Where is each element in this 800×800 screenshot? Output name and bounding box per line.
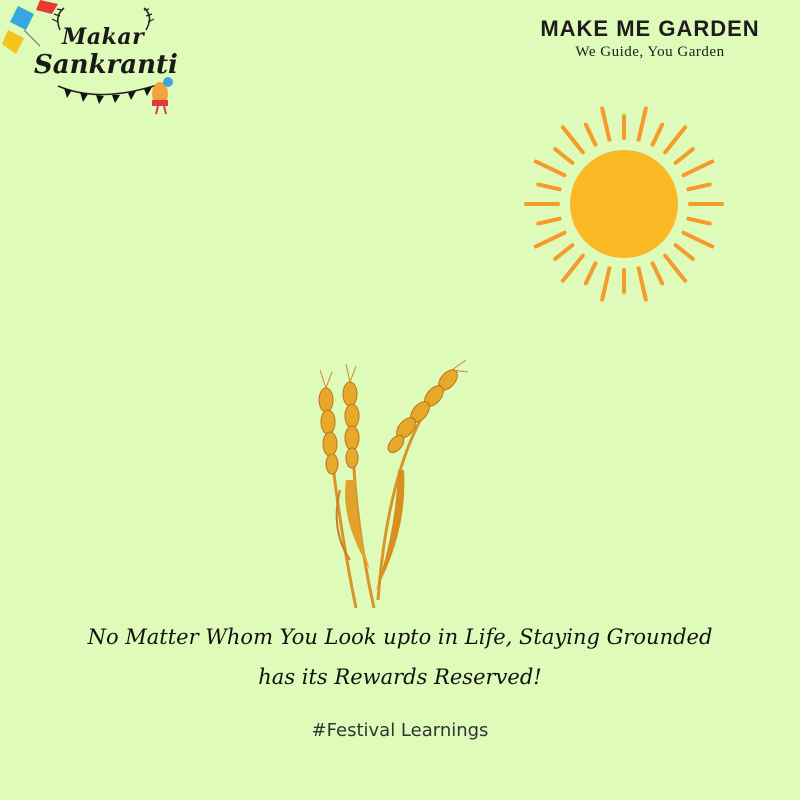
sun-ray: [555, 245, 572, 259]
brand-block: [520, 16, 780, 61]
sun-ray: [536, 233, 565, 247]
festival-title-line1: Makar: [62, 24, 145, 50]
sun-ray: [563, 127, 583, 152]
brand-name: MAKE ME GARDEN: [540, 16, 760, 41]
sun-ray: [602, 268, 609, 299]
sun-ray: [538, 184, 559, 189]
sun-ray: [563, 256, 583, 281]
sun-ray: [676, 245, 693, 259]
sun-ray: [665, 127, 685, 152]
sun-ray: [676, 149, 693, 163]
sun-icon: [522, 102, 726, 306]
sun-ray: [586, 125, 596, 145]
wheat-icon: [300, 360, 480, 610]
sun-ray: [602, 108, 609, 139]
sun-ray: [555, 149, 572, 163]
sun-ray: [639, 268, 646, 299]
sun-ray: [683, 161, 712, 175]
festival-logo: [0, 0, 200, 120]
sun-ray: [538, 219, 559, 224]
sun-ray: [536, 161, 565, 175]
hashtag: #Festival Learnings: [311, 720, 489, 741]
sun-ray: [639, 108, 646, 139]
festival-title-line2: Sankranti: [34, 50, 178, 80]
sun-ray: [586, 263, 596, 283]
quote-text: [60, 617, 740, 697]
sun-ray: [665, 256, 685, 281]
sun-ray: [683, 233, 712, 247]
sun-ray: [653, 263, 663, 283]
quote-line-1: No Matter Whom You Look upto in Life, Staying Grounded: [87, 625, 713, 649]
brand-tagline: We Guide, You Garden: [575, 44, 725, 60]
sun-ray: [653, 125, 663, 145]
sun-ray: [688, 219, 709, 224]
quote-line-2: has its Rewards Reserved!: [258, 665, 542, 689]
sun-ray: [688, 184, 709, 189]
